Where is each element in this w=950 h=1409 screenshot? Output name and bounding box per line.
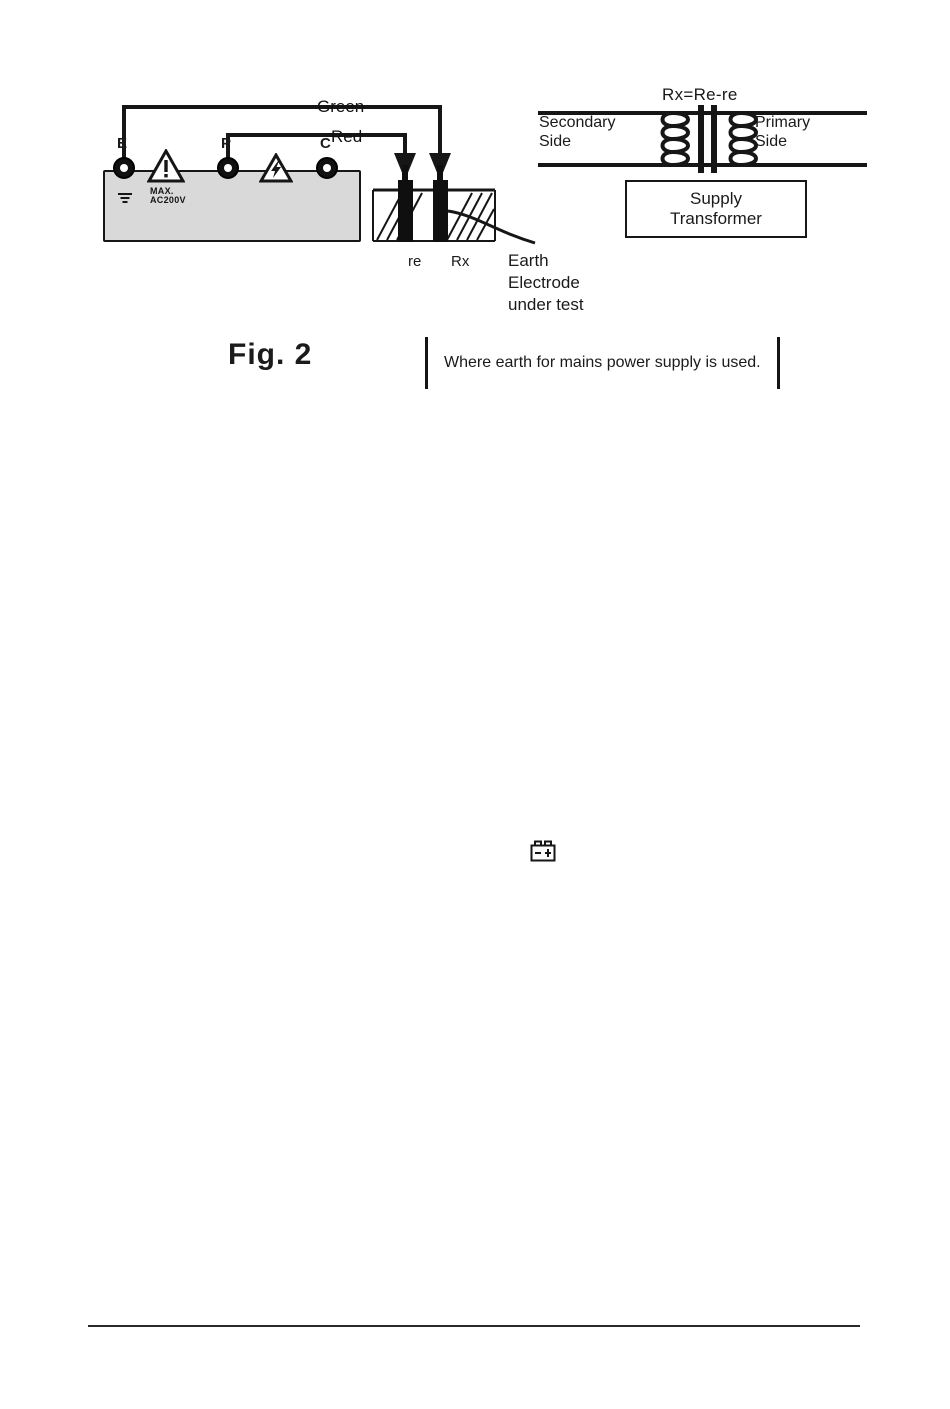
probe-terminal[interactable] (217, 157, 239, 179)
warning-triangle-icon (147, 149, 185, 183)
primary-coil (731, 113, 757, 165)
earth-tester-body (103, 170, 361, 242)
green-wire-label: Green (317, 97, 365, 116)
rod-rx (433, 180, 448, 242)
earth-electrode-line1: Earth (508, 251, 549, 270)
red-wire-label: Red (331, 127, 363, 146)
earth-electrode-caption (508, 250, 584, 316)
rod-re-label: re (408, 253, 422, 270)
red-wire-path (228, 135, 405, 160)
primary-side-line2: Side (755, 133, 788, 150)
mains-earth-note-text: Where earth for mains power supply is used. (444, 354, 761, 371)
supply-transformer-text (670, 189, 762, 229)
earth-ground-icon (117, 191, 133, 205)
max-note-line2: AC200V (150, 195, 186, 205)
current-terminal-label: C (320, 135, 332, 152)
supply-transformer-line1: Supply (690, 189, 742, 208)
footer-divider (88, 1325, 860, 1327)
high-voltage-icon (259, 153, 293, 183)
primary-side-line1: Primary (755, 114, 811, 131)
probe-terminal-label: P (221, 135, 232, 152)
max-voltage-note (150, 187, 186, 205)
transformer-core-bar-2 (711, 105, 717, 173)
formula-rx-equals: Rx=Re-re (662, 85, 738, 104)
primary-side-label (755, 113, 865, 151)
earth-electrode-line2: Electrode (508, 273, 580, 292)
earth-electrode-line3: under test (508, 295, 584, 314)
supply-transformer-line2: Transformer (670, 209, 762, 228)
earth-terminal-label: E (117, 135, 128, 152)
supply-transformer-box (625, 180, 807, 238)
mains-earth-note (425, 337, 780, 389)
secondary-side-line2: Side (539, 133, 572, 150)
rod-re (398, 180, 413, 242)
figure-caption: Fig. 2 (228, 338, 313, 371)
rod-rx-label: Rx (451, 253, 470, 270)
current-terminal[interactable] (316, 157, 338, 179)
figure-2-diagram (95, 65, 870, 405)
green-wire-arrowhead (429, 153, 451, 180)
secondary-side-line1: Secondary (539, 114, 616, 131)
transformer-core-bar-1 (698, 105, 704, 173)
secondary-side-label (539, 113, 647, 151)
max-note-line1: MAX. (150, 186, 174, 196)
earth-terminal[interactable] (113, 157, 135, 179)
secondary-coil (663, 113, 689, 165)
electrode-lead-wire (448, 211, 535, 243)
battery-icon (530, 840, 556, 862)
red-wire-arrowhead (394, 153, 416, 180)
